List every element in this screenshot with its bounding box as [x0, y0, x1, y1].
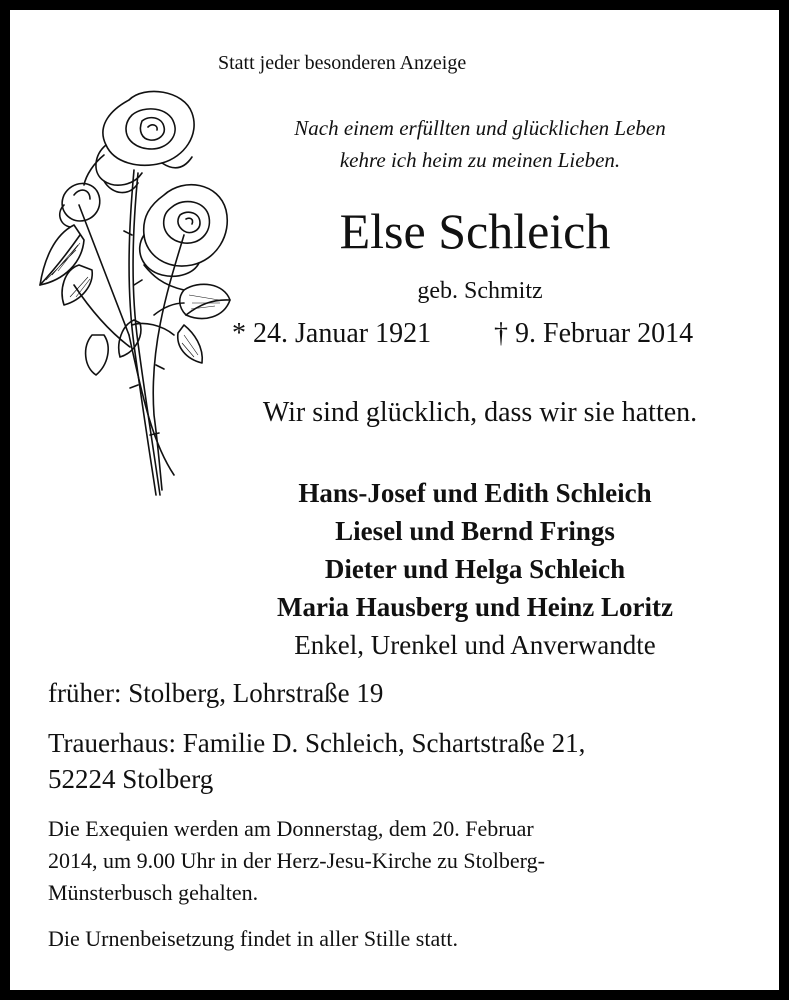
rose-illustration-icon	[34, 85, 239, 505]
former-address: früher: Stolberg, Lohrstraße 19	[48, 678, 384, 708]
mourning-house-line-2: 52224 Stolberg	[48, 764, 214, 794]
death-date: † 9. Februar 2014	[494, 318, 694, 349]
preface-text: Statt jeder besonderen Anzeige	[218, 52, 467, 74]
obituary-card	[10, 10, 779, 990]
relatives-line: Enkel, Urenkel und Anverwandte	[294, 630, 656, 660]
closing-line: Wir sind glücklich, dass wir sie hatten.	[262, 397, 698, 428]
motto-line-2: kehre ich heim zu meinen Lieben.	[339, 148, 621, 172]
birth-date: * 24. Januar 1921	[232, 318, 432, 349]
mourner-1: Hans-Josef und Edith Schleich	[298, 478, 652, 508]
mourner-4: Maria Hausberg und Heinz Loritz	[277, 592, 673, 622]
mourner-2: Liesel und Bernd Frings	[335, 516, 615, 546]
service-line-1: Die Exequien werden am Donnerstag, dem 20. Februar	[48, 816, 534, 841]
motto-line-1: Nach einem erfüllten und glücklichen Leben	[294, 116, 666, 140]
deceased-name: Else Schleich	[339, 203, 611, 259]
mourner-3: Dieter und Helga Schleich	[324, 554, 626, 584]
service-line-2: 2014, um 9.00 Uhr in der Herz-Jesu-Kirche zu Stolberg-	[48, 848, 545, 873]
maiden-name: geb. Schmitz	[417, 278, 543, 304]
service-line-3: Münsterbusch gehalten.	[48, 880, 259, 905]
burial-note: Die Urnenbeisetzung findet in aller Stille statt.	[48, 926, 458, 951]
mourning-house-line-1: Trauerhaus: Familie D. Schleich, Schartstraße 21,	[48, 728, 586, 758]
